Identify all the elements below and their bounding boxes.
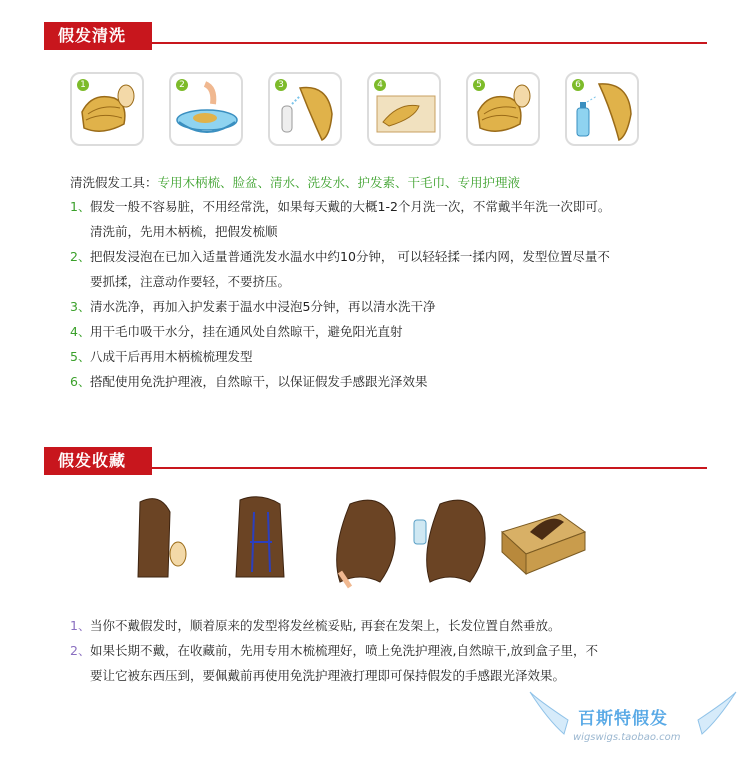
list-item bbox=[70, 617, 598, 642]
item-index: 5、 bbox=[70, 349, 91, 364]
list-item bbox=[70, 667, 598, 692]
step-6-spray bbox=[565, 72, 639, 146]
item-text: 要让它被东西压到，要佩戴前再使用免洗护理液打理即可保持假发的手感跟光泽效果。 bbox=[90, 668, 566, 683]
step-1-comb-wig bbox=[70, 72, 144, 146]
item-text: 用干毛巾吸干水分，挂在通风处自然晾干，避免阳光直射 bbox=[90, 324, 403, 339]
step-4-dry-towel bbox=[367, 72, 441, 146]
item-text: 要抓揉，注意动作要轻，不要挤压。 bbox=[90, 274, 291, 289]
step-2-soak bbox=[169, 72, 243, 146]
wash-tools bbox=[70, 173, 520, 191]
item-text: 搭配使用免洗护理液，自然晾干，以保证假发手感跟光泽效果 bbox=[90, 374, 428, 389]
list-item bbox=[70, 642, 598, 667]
step-number: 1 bbox=[77, 79, 89, 91]
step-number: 5 bbox=[473, 79, 485, 91]
wash-steps bbox=[70, 72, 640, 152]
step-number: 4 bbox=[374, 79, 386, 91]
wash-title: 假发清洗 bbox=[44, 22, 152, 50]
step-number: 3 bbox=[275, 79, 287, 91]
item-index: 4、 bbox=[70, 324, 91, 339]
storage-illustration-svg bbox=[130, 492, 590, 592]
item-text: 如果长期不戴，在收藏前，先用专用木梳梳理好，喷上免洗护理液,自然晾干,放到盒子里，不 bbox=[90, 643, 598, 658]
item-index: 1、 bbox=[70, 199, 91, 214]
list-item bbox=[70, 373, 610, 398]
step-number: 2 bbox=[176, 79, 188, 91]
item-index: 2、 bbox=[70, 643, 91, 658]
wig-on-stand-illustration bbox=[236, 497, 284, 577]
tools-value: 专用木柄梳、脸盆、清水、洗发水、护发素、干毛巾、专用护理液 bbox=[157, 175, 521, 190]
list-item bbox=[70, 223, 610, 248]
storage-instructions bbox=[70, 617, 598, 692]
header-rule bbox=[152, 42, 707, 44]
item-text: 八成干后再用木柄梳梳理发型 bbox=[90, 349, 253, 364]
step-3-rinse bbox=[268, 72, 342, 146]
storage-title: 假发收藏 bbox=[44, 447, 152, 475]
item-index: 2、 bbox=[70, 249, 91, 264]
logo-url: wigswigs.taobao.com bbox=[573, 732, 681, 743]
item-text: 把假发浸泡在已加入适量普通洗发水温水中约10分钟， 可以轻轻揉一揉内网，发型位置尽量不 bbox=[90, 249, 610, 264]
list-item bbox=[70, 248, 610, 273]
tools-label: 清洗假发工具： bbox=[70, 175, 158, 190]
item-index: 6、 bbox=[70, 374, 91, 389]
logo-name: 百斯特假发 bbox=[578, 709, 668, 729]
step-5-comb-style bbox=[466, 72, 540, 146]
spray-wig-illustration bbox=[414, 500, 485, 582]
wig-box-illustration bbox=[502, 514, 585, 574]
storage-illustrations bbox=[130, 492, 590, 592]
curly-wig-illustration bbox=[337, 500, 395, 587]
item-text: 假发一般不容易脏，不用经常洗，如果每天戴的大概1-2个月洗一次，不常戴半年洗一次即可。 bbox=[90, 199, 611, 214]
list-item bbox=[70, 348, 610, 373]
item-index: 1、 bbox=[70, 618, 91, 633]
list-item bbox=[70, 273, 610, 298]
list-item bbox=[70, 323, 610, 348]
list-item bbox=[70, 298, 610, 323]
wig-comb-illustration bbox=[138, 499, 186, 577]
item-index: 3、 bbox=[70, 299, 91, 314]
step-number: 6 bbox=[572, 79, 584, 91]
brand-logo bbox=[528, 690, 738, 760]
item-text: 清洗前，先用木柄梳，把假发梳顺 bbox=[90, 224, 278, 239]
wash-instructions bbox=[70, 198, 610, 398]
header-rule bbox=[152, 467, 707, 469]
item-text: 清水洗净，再加入护发素于温水中浸泡5分钟，再以清水洗干净 bbox=[90, 299, 436, 314]
item-text: 当你不戴假发时，顺着原来的发型将发丝梳妥贴, 再套在发架上，长发位置自然垂放。 bbox=[90, 618, 561, 633]
list-item bbox=[70, 198, 610, 223]
